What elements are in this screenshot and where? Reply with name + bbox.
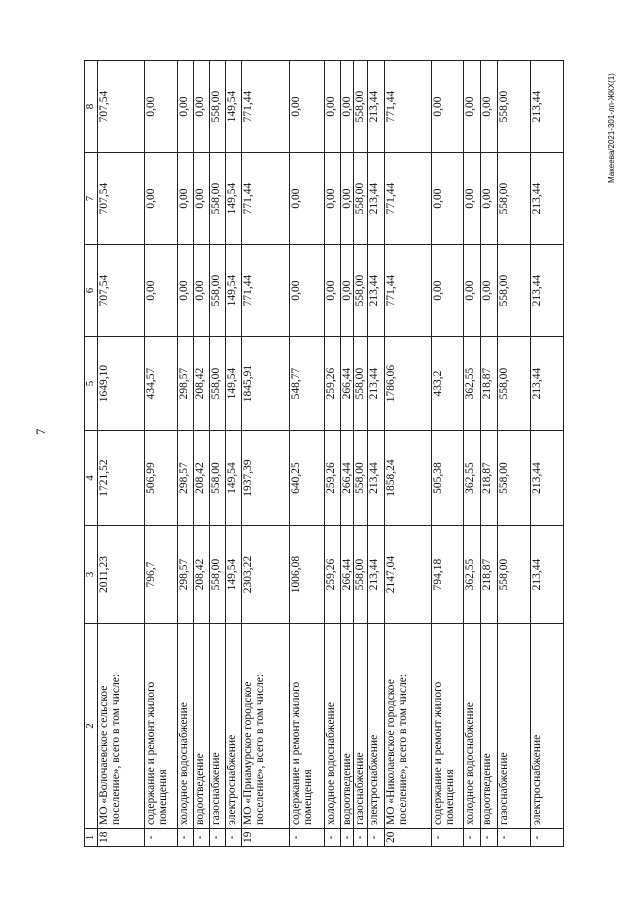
header-cell: 7 bbox=[85, 153, 98, 245]
table-row bbox=[97, 61, 144, 847]
value-cell: 558,00 bbox=[209, 337, 225, 431]
value-cell: 0,00 bbox=[340, 61, 353, 153]
row-name-cell: содержание и ремонт жилого помещения bbox=[289, 624, 324, 829]
table-container bbox=[84, 61, 544, 847]
value-cell: 149,54 bbox=[225, 61, 241, 153]
row-number-cell: - bbox=[463, 829, 480, 847]
value-cell: 0,00 bbox=[193, 153, 209, 245]
value-cell: 558,00 bbox=[354, 245, 367, 337]
value-cell: 218,87 bbox=[480, 337, 497, 431]
value-cell: 259,26 bbox=[324, 337, 340, 431]
value-cell: 558,00 bbox=[497, 526, 530, 624]
value-cell: 266,44 bbox=[340, 337, 353, 431]
data-table bbox=[84, 60, 564, 847]
value-cell: 640,25 bbox=[289, 431, 324, 526]
value-cell: 1006,08 bbox=[289, 526, 324, 624]
value-cell: 298,57 bbox=[177, 337, 193, 431]
value-cell: 1845,91 bbox=[241, 337, 289, 431]
table-row bbox=[530, 61, 563, 847]
value-cell: 0,00 bbox=[431, 61, 463, 153]
value-cell: 208,42 bbox=[193, 337, 209, 431]
value-cell: 558,00 bbox=[209, 431, 225, 526]
value-cell: 505,38 bbox=[431, 431, 463, 526]
value-cell: 796,7 bbox=[144, 526, 177, 624]
value-cell: 266,44 bbox=[340, 526, 353, 624]
value-cell: 548,77 bbox=[289, 337, 324, 431]
value-cell: 149,54 bbox=[225, 153, 241, 245]
value-cell: 558,00 bbox=[354, 431, 367, 526]
value-cell: 259,26 bbox=[324, 526, 340, 624]
table-row bbox=[367, 61, 384, 847]
row-number-cell: - bbox=[530, 829, 563, 847]
value-cell: 1721,52 bbox=[97, 431, 144, 526]
value-cell: 218,87 bbox=[480, 431, 497, 526]
value-cell: 213,44 bbox=[367, 61, 384, 153]
table-row bbox=[480, 61, 497, 847]
value-cell: 213,44 bbox=[530, 153, 563, 245]
row-number-cell: - bbox=[144, 829, 177, 847]
value-cell: 149,54 bbox=[225, 337, 241, 431]
row-name-cell: водоотведение bbox=[193, 624, 209, 829]
value-cell: 558,00 bbox=[209, 61, 225, 153]
row-number-cell: - bbox=[289, 829, 324, 847]
value-cell: 362,55 bbox=[463, 337, 480, 431]
value-cell: 218,87 bbox=[480, 526, 497, 624]
value-cell: 0,00 bbox=[177, 245, 193, 337]
table-row bbox=[497, 61, 530, 847]
value-cell: 558,00 bbox=[497, 245, 530, 337]
value-cell: 0,00 bbox=[324, 245, 340, 337]
table-row bbox=[177, 61, 193, 847]
value-cell: 0,00 bbox=[289, 153, 324, 245]
value-cell: 0,00 bbox=[144, 153, 177, 245]
row-number-cell: - bbox=[324, 829, 340, 847]
value-cell: 298,57 bbox=[177, 526, 193, 624]
document-footer-code: Макеева/2021-301-лп-ЖКХ(1) bbox=[607, 73, 616, 183]
table-row bbox=[463, 61, 480, 847]
value-cell: 0,00 bbox=[193, 61, 209, 153]
row-name-cell: холодное водоснабжение bbox=[324, 624, 340, 829]
row-name-cell: водоотведение bbox=[480, 624, 497, 829]
row-number-cell: - bbox=[497, 829, 530, 847]
row-number-cell: 20 bbox=[384, 829, 431, 847]
row-name-cell: содержание и ремонт жилого помещения bbox=[431, 624, 463, 829]
value-cell: 362,55 bbox=[463, 431, 480, 526]
table-row bbox=[354, 61, 367, 847]
value-cell: 0,00 bbox=[340, 245, 353, 337]
row-name-cell: МО «Волочаевское сельское поселение», всего в том числе: bbox=[97, 624, 144, 829]
value-cell: 771,44 bbox=[384, 61, 431, 153]
value-cell: 558,00 bbox=[209, 153, 225, 245]
row-number-cell: - bbox=[480, 829, 497, 847]
row-name-cell: газоснабжение bbox=[497, 624, 530, 829]
value-cell: 149,54 bbox=[225, 245, 241, 337]
value-cell: 266,44 bbox=[340, 431, 353, 526]
value-cell: 0,00 bbox=[431, 245, 463, 337]
value-cell: 149,54 bbox=[225, 526, 241, 624]
value-cell: 0,00 bbox=[324, 61, 340, 153]
value-cell: 1937,39 bbox=[241, 431, 289, 526]
value-cell: 558,00 bbox=[497, 61, 530, 153]
row-number-cell: - bbox=[431, 829, 463, 847]
row-name-cell: электроснабжение bbox=[225, 624, 241, 829]
header-cell: 5 bbox=[85, 337, 98, 431]
value-cell: 558,00 bbox=[354, 153, 367, 245]
table-body bbox=[85, 61, 564, 847]
row-name-cell: газоснабжение bbox=[354, 624, 367, 829]
table-row bbox=[431, 61, 463, 847]
value-cell: 771,44 bbox=[384, 245, 431, 337]
row-number-cell: - bbox=[193, 829, 209, 847]
header-cell: 4 bbox=[85, 431, 98, 526]
value-cell: 771,44 bbox=[241, 245, 289, 337]
value-cell: 771,44 bbox=[241, 153, 289, 245]
row-number-cell: 18 bbox=[97, 829, 144, 847]
value-cell: 0,00 bbox=[193, 245, 209, 337]
value-cell: 213,44 bbox=[367, 431, 384, 526]
page-number: 7 bbox=[33, 428, 48, 435]
value-cell: 0,00 bbox=[480, 61, 497, 153]
header-cell: 6 bbox=[85, 245, 98, 337]
value-cell: 707,54 bbox=[97, 245, 144, 337]
value-cell: 213,44 bbox=[530, 61, 563, 153]
value-cell: 213,44 bbox=[530, 526, 563, 624]
value-cell: 208,42 bbox=[193, 526, 209, 624]
value-cell: 0,00 bbox=[324, 153, 340, 245]
value-cell: 434,57 bbox=[144, 337, 177, 431]
value-cell: 213,44 bbox=[367, 337, 384, 431]
value-cell: 213,44 bbox=[530, 431, 563, 526]
row-name-cell: содержание и ремонт жилого помещения bbox=[144, 624, 177, 829]
value-cell: 2011,23 bbox=[97, 526, 144, 624]
row-name-cell: холодное водоснабжение bbox=[463, 624, 480, 829]
table-row bbox=[340, 61, 353, 847]
value-cell: 0,00 bbox=[463, 153, 480, 245]
value-cell: 362,55 bbox=[463, 526, 480, 624]
value-cell: 794,18 bbox=[431, 526, 463, 624]
table-row bbox=[144, 61, 177, 847]
row-number-cell: - bbox=[340, 829, 353, 847]
row-name-cell: МО «Приамурское городское поселение», всего в том числе: bbox=[241, 624, 289, 829]
value-cell: 0,00 bbox=[177, 153, 193, 245]
value-cell: 0,00 bbox=[144, 61, 177, 153]
value-cell: 1786,06 bbox=[384, 337, 431, 431]
row-name-cell: водоотведение bbox=[340, 624, 353, 829]
value-cell: 771,44 bbox=[241, 61, 289, 153]
value-cell: 213,44 bbox=[367, 153, 384, 245]
value-cell: 149,54 bbox=[225, 431, 241, 526]
value-cell: 0,00 bbox=[289, 61, 324, 153]
table-row bbox=[324, 61, 340, 847]
value-cell: 2303,22 bbox=[241, 526, 289, 624]
value-cell: 259,26 bbox=[324, 431, 340, 526]
value-cell: 213,44 bbox=[367, 526, 384, 624]
row-number-cell: - bbox=[354, 829, 367, 847]
value-cell: 298,57 bbox=[177, 431, 193, 526]
row-number-cell: - bbox=[367, 829, 384, 847]
value-cell: 558,00 bbox=[354, 61, 367, 153]
value-cell: 558,00 bbox=[209, 245, 225, 337]
value-cell: 0,00 bbox=[463, 61, 480, 153]
value-cell: 558,00 bbox=[354, 337, 367, 431]
value-cell: 0,00 bbox=[480, 245, 497, 337]
value-cell: 0,00 bbox=[480, 153, 497, 245]
value-cell: 0,00 bbox=[289, 245, 324, 337]
value-cell: 0,00 bbox=[144, 245, 177, 337]
row-name-cell: электроснабжение bbox=[367, 624, 384, 829]
value-cell: 208,42 bbox=[193, 431, 209, 526]
row-name-cell: МО «Николаевское городское поселение», всего в том числе: bbox=[384, 624, 431, 829]
value-cell: 213,44 bbox=[367, 245, 384, 337]
row-number-cell: 19 bbox=[241, 829, 289, 847]
table-row bbox=[241, 61, 289, 847]
value-cell: 0,00 bbox=[177, 61, 193, 153]
value-cell: 213,44 bbox=[530, 337, 563, 431]
value-cell: 0,00 bbox=[431, 153, 463, 245]
row-name-cell: электроснабжение bbox=[530, 624, 563, 829]
value-cell: 433,2 bbox=[431, 337, 463, 431]
row-number-cell: - bbox=[209, 829, 225, 847]
value-cell: 2147,04 bbox=[384, 526, 431, 624]
value-cell: 558,00 bbox=[209, 526, 225, 624]
row-number-cell: - bbox=[177, 829, 193, 847]
value-cell: 0,00 bbox=[463, 245, 480, 337]
header-row bbox=[85, 61, 98, 847]
value-cell: 707,54 bbox=[97, 153, 144, 245]
row-number-cell: - bbox=[225, 829, 241, 847]
table-row bbox=[193, 61, 209, 847]
table-row bbox=[225, 61, 241, 847]
table-row bbox=[289, 61, 324, 847]
table-row bbox=[209, 61, 225, 847]
table-row bbox=[384, 61, 431, 847]
value-cell: 558,00 bbox=[497, 431, 530, 526]
value-cell: 1649,10 bbox=[97, 337, 144, 431]
header-cell: 8 bbox=[85, 61, 98, 153]
header-cell: 2 bbox=[85, 624, 98, 829]
value-cell: 558,00 bbox=[497, 153, 530, 245]
value-cell: 771,44 bbox=[384, 153, 431, 245]
value-cell: 506,99 bbox=[144, 431, 177, 526]
value-cell: 0,00 bbox=[340, 153, 353, 245]
value-cell: 213,44 bbox=[530, 245, 563, 337]
value-cell: 707,54 bbox=[97, 61, 144, 153]
value-cell: 558,00 bbox=[497, 337, 530, 431]
row-name-cell: холодное водоснабжение bbox=[177, 624, 193, 829]
header-cell: 1 bbox=[85, 829, 98, 847]
value-cell: 1858,24 bbox=[384, 431, 431, 526]
row-name-cell: газоснабжение bbox=[209, 624, 225, 829]
value-cell: 558,00 bbox=[354, 526, 367, 624]
header-cell: 3 bbox=[85, 526, 98, 624]
